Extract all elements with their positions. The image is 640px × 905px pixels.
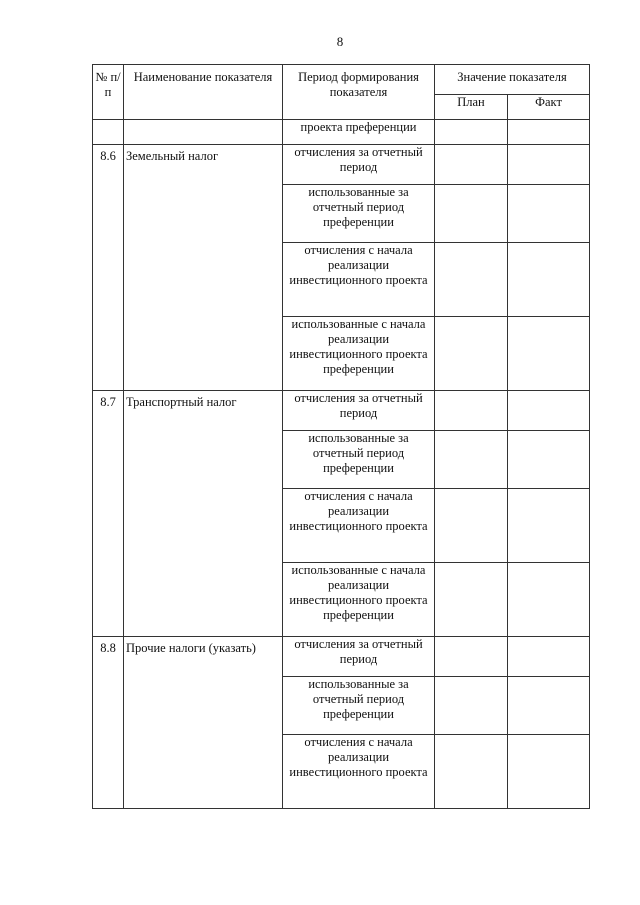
fact-cell <box>508 243 590 317</box>
indicator-table <box>92 64 590 809</box>
header-fact: Факт <box>508 95 590 120</box>
table-body <box>93 120 590 809</box>
period-cell: использованные за отчетный период преференции <box>283 431 435 489</box>
header-indicator-name: Наименование показателя <box>124 65 283 120</box>
plan-cell <box>435 317 508 391</box>
period-cell: отчисления с начала реализации инвестиционного проекта <box>283 243 435 317</box>
period-cell: отчисления за отчетный период <box>283 391 435 431</box>
header-value: Значение показателя <box>435 65 590 95</box>
fact-cell <box>508 391 590 431</box>
number-cell: 8.8 <box>93 637 124 809</box>
name-cell: Транспортный налог <box>124 391 283 637</box>
fact-cell <box>508 185 590 243</box>
period-cell: отчисления за отчетный период <box>283 145 435 185</box>
fact-cell <box>508 120 590 145</box>
header-number: № п/п <box>93 65 124 120</box>
fact-cell <box>508 735 590 809</box>
plan-cell <box>435 637 508 677</box>
plan-cell <box>435 677 508 735</box>
period-cell: отчисления за отчетный период <box>283 637 435 677</box>
plan-cell <box>435 145 508 185</box>
name-cell <box>124 120 283 145</box>
period-cell: отчисления с начала реализации инвестиционного проекта <box>283 489 435 563</box>
plan-cell <box>435 243 508 317</box>
table-row <box>93 391 590 431</box>
plan-cell <box>435 391 508 431</box>
plan-cell <box>435 735 508 809</box>
fact-cell <box>508 431 590 489</box>
period-cell: проекта преференции <box>283 120 435 145</box>
period-cell: использованные за отчетный период преференции <box>283 185 435 243</box>
page-number: 8 <box>336 34 344 49</box>
plan-cell <box>435 185 508 243</box>
fact-cell <box>508 489 590 563</box>
number-cell: 8.6 <box>93 145 124 391</box>
number-cell <box>93 120 124 145</box>
name-cell: Прочие налоги (указать) <box>124 637 283 809</box>
table-row <box>93 145 590 185</box>
header-plan: План <box>435 95 508 120</box>
table-row <box>93 637 590 677</box>
period-cell: использованные с начала реализации инвестиционного проекта преференции <box>283 563 435 637</box>
period-cell: использованные за отчетный период преференции <box>283 677 435 735</box>
fact-cell <box>508 317 590 391</box>
plan-cell <box>435 431 508 489</box>
plan-cell <box>435 563 508 637</box>
fact-cell <box>508 145 590 185</box>
fact-cell <box>508 637 590 677</box>
plan-cell <box>435 120 508 145</box>
fact-cell <box>508 677 590 735</box>
header-period: Период формирования показателя <box>283 65 435 120</box>
name-cell: Земельный налог <box>124 145 283 391</box>
period-cell: отчисления с начала реализации инвестиционного проекта <box>283 735 435 809</box>
period-cell: использованные с начала реализации инвестиционного проекта преференции <box>283 317 435 391</box>
plan-cell <box>435 489 508 563</box>
fact-cell <box>508 563 590 637</box>
number-cell: 8.7 <box>93 391 124 637</box>
table-row <box>93 120 590 145</box>
